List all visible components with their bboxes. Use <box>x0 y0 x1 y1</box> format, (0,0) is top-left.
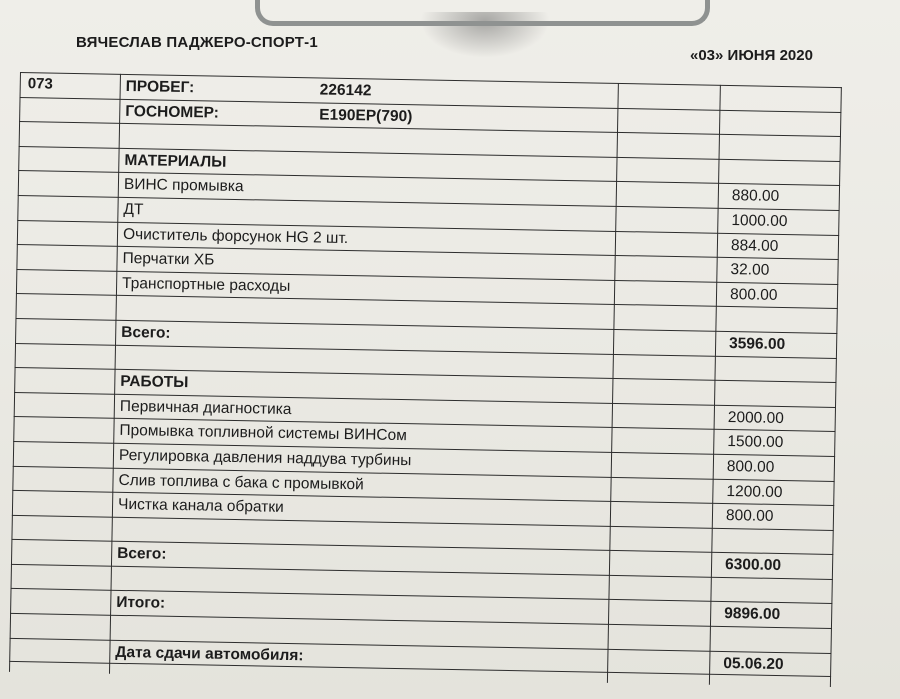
document-number: 073 <box>27 75 53 93</box>
item-name: ДТ <box>123 200 144 219</box>
works-total-label: Всего: <box>117 545 167 564</box>
item-name: Очиститель форсунок HG 2 шт. <box>122 225 349 247</box>
item-name: Перчатки ХБ <box>122 250 215 269</box>
item-name: Регулировка давления наддува турбины <box>118 446 412 470</box>
item-price: 800.00 <box>726 457 775 476</box>
item-name: Слив топлива с бака с промывкой <box>118 471 364 493</box>
item-price: 880.00 <box>731 187 780 206</box>
document-date: «03» ИЮНЯ 2020 <box>690 47 813 64</box>
handover-label: Дата сдачи автомобиля: <box>115 643 304 664</box>
works-total-value: 6300.00 <box>724 556 782 575</box>
item-name: Транспортные расходы <box>121 274 291 295</box>
materials-total-label: Всего: <box>121 323 171 342</box>
item-price: 1000.00 <box>731 212 788 231</box>
item-price: 884.00 <box>730 236 779 255</box>
materials-total-value: 3596.00 <box>728 334 786 354</box>
works-section-title: РАБОТЫ <box>120 373 189 392</box>
document-header <box>0 0 900 70</box>
grand-total-value: 9896.00 <box>724 605 781 624</box>
item-price: 32.00 <box>730 261 770 279</box>
item-name: ВИНС промывка <box>123 176 244 196</box>
grand-total-label: Итого: <box>116 594 166 613</box>
mileage-value: 226142 <box>319 81 372 100</box>
item-name: Первичная диагностика <box>119 397 292 418</box>
plate-label: ГОСНОМЕР: <box>125 102 220 122</box>
client-name: ВЯЧЕСЛАВ ПАДЖЕРО-СПОРТ-1 <box>76 34 318 51</box>
invoice-table <box>9 72 842 677</box>
mileage-label: ПРОБЕГ: <box>125 77 195 97</box>
item-name: Промывка топливной системы ВИНСом <box>119 422 407 445</box>
item-price: 2000.00 <box>727 408 784 427</box>
item-price: 1200.00 <box>726 482 783 501</box>
item-price: 800.00 <box>725 507 774 525</box>
handover-date: 05.06.20 <box>723 654 784 673</box>
item-price: 1500.00 <box>727 433 784 452</box>
plate-value: Е190ЕР(790) <box>319 106 413 125</box>
item-name: Чистка канала обратки <box>117 495 284 516</box>
materials-section-title: МАТЕРИАЛЫ <box>124 151 227 171</box>
item-price: 800.00 <box>729 285 778 304</box>
